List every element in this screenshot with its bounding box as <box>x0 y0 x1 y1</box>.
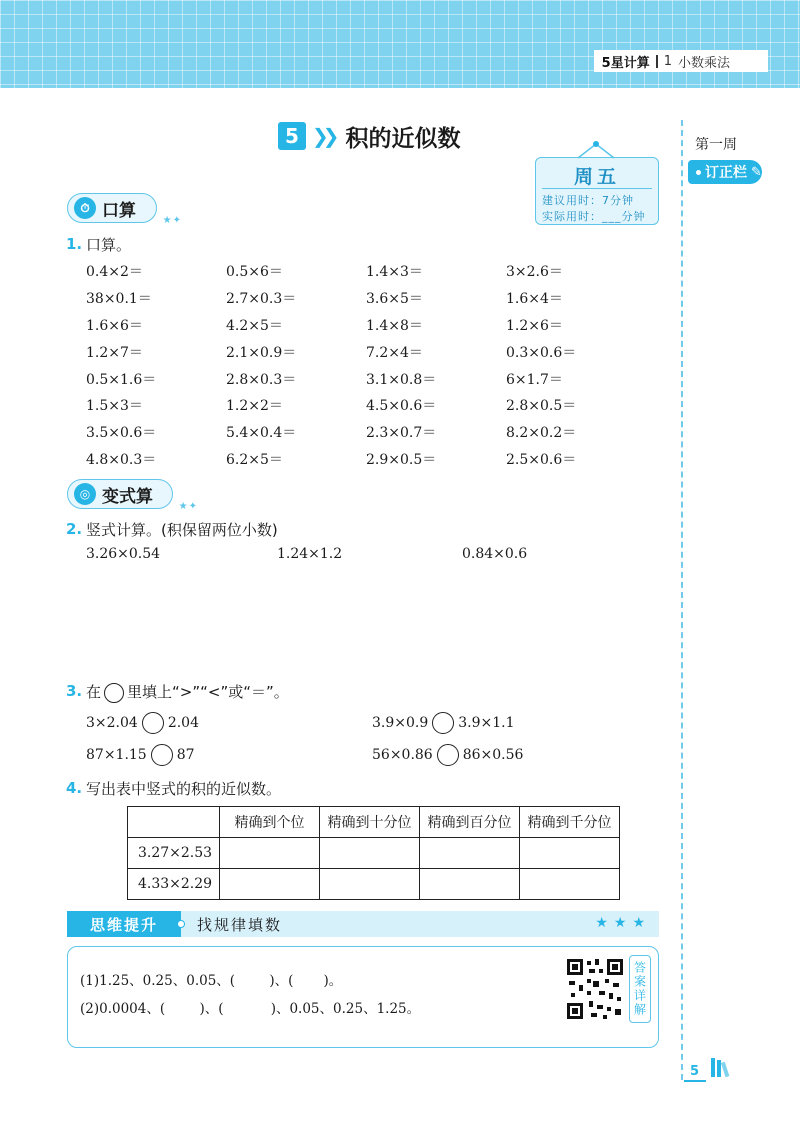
expression: 2.8×0.5＝ <box>506 398 577 415</box>
compare-right: 87 <box>176 747 195 763</box>
approx-table <box>127 806 620 900</box>
expression: 0.4×2＝ <box>86 264 143 281</box>
table-header-cell: 精确到十分位 <box>320 807 420 838</box>
expression: 1.2×7＝ <box>86 344 143 361</box>
question-number: 2. <box>66 520 83 538</box>
expression: 38×0.1＝ <box>86 291 152 308</box>
page-number: 5 <box>690 1064 700 1079</box>
compare-circle[interactable] <box>437 744 459 766</box>
expression: 3.1×0.8＝ <box>366 371 437 388</box>
table-row <box>128 869 620 900</box>
table-row <box>86 365 646 392</box>
margin-divider <box>681 120 683 1080</box>
expression: 2.3×0.7＝ <box>366 425 437 442</box>
qr-code-icon[interactable] <box>565 957 625 1021</box>
compare-circle[interactable] <box>151 744 173 766</box>
table-row <box>128 838 620 869</box>
table-header-cell: 精确到千分位 <box>520 807 620 838</box>
expression: 2.5×0.6＝ <box>506 451 577 468</box>
lesson-name: 积的近似数 <box>345 125 461 152</box>
expression: 2.1×0.9＝ <box>226 344 297 361</box>
expression: 6.2×5＝ <box>226 451 283 468</box>
compare-left: 3.9×0.9 <box>372 715 429 731</box>
lesson-number: 5 <box>278 122 306 150</box>
header-band <box>0 0 800 88</box>
table-header-cell <box>128 807 220 838</box>
section-written-pill <box>67 479 198 512</box>
instruction-after: 里填上“>”“<”或“＝”。 <box>127 683 289 701</box>
compare-circle[interactable] <box>432 712 454 734</box>
table-row <box>86 419 646 446</box>
compare-item <box>372 744 523 766</box>
expression: 1.2×6＝ <box>506 317 563 334</box>
compare-right: 86×0.56 <box>462 747 524 763</box>
question-number: 3. <box>66 682 83 700</box>
answer-cell[interactable] <box>520 838 620 869</box>
answer-cell[interactable] <box>420 838 520 869</box>
compare-item <box>372 712 515 734</box>
expression: 7.2×4＝ <box>366 344 423 361</box>
expression: 0.5×1.6＝ <box>86 371 157 388</box>
answer-cell[interactable] <box>420 869 520 900</box>
compare-right: 3.9×1.1 <box>458 715 515 731</box>
expression: 4.2×5＝ <box>226 317 283 334</box>
dot-icon <box>177 920 185 928</box>
stopwatch-icon: ⏱ <box>74 197 96 219</box>
question-text <box>86 681 289 703</box>
lesson-title <box>278 118 461 154</box>
section-label: 口算 <box>102 200 136 221</box>
answer-cell[interactable] <box>220 869 320 900</box>
table-header-cell: 精确到百分位 <box>420 807 520 838</box>
pencil-icon: ✎ <box>751 164 762 180</box>
expression: 2.7×0.3＝ <box>226 291 297 308</box>
instruction-before: 在 <box>86 683 102 701</box>
sequence-line: (1)1.25、0.25、0.05、( )、( )。 <box>80 973 343 989</box>
expression: 0.3×0.6＝ <box>506 344 577 361</box>
expression: 6×1.7＝ <box>506 371 563 388</box>
table-row <box>86 312 646 339</box>
expression: 2.8×0.3＝ <box>226 371 297 388</box>
answer-cell[interactable] <box>220 838 320 869</box>
series-title: 5星计算 <box>601 55 650 71</box>
table-row-label: 4.33×2.29 <box>128 869 220 900</box>
star-icon: ★★★ <box>595 915 651 931</box>
question-number: 1. <box>66 235 83 253</box>
expression: 4.5×0.6＝ <box>366 398 437 415</box>
vertical-calc-item: 3.26×0.54 <box>86 546 161 562</box>
table-row <box>86 392 646 419</box>
series-unit: 1 <box>663 53 672 69</box>
answer-cell[interactable] <box>520 869 620 900</box>
expression: 0.5×6＝ <box>226 264 283 281</box>
table-header-cell: 精确到个位 <box>220 807 320 838</box>
expression: 1.6×6＝ <box>86 317 143 334</box>
thinking-subtitle: 找规律填数 <box>197 916 283 934</box>
tag-edge <box>738 50 768 72</box>
sequence-line: (2)0.0004、( )、( )、0.05、0.25、1.25。 <box>80 1001 421 1017</box>
question-text: 口算。 <box>86 236 132 254</box>
question-text: 写出表中竖式的积的近似数。 <box>86 780 282 798</box>
expression: 2.9×0.5＝ <box>366 451 437 468</box>
star-icon: ★✦ <box>162 215 182 226</box>
question-text: 竖式计算。(积保留两位小数) <box>86 521 278 539</box>
expression: 1.4×3＝ <box>366 264 423 281</box>
series-topic: 小数乘法 <box>677 55 730 71</box>
day-card <box>535 157 659 225</box>
compare-left: 87×1.15 <box>86 747 147 763</box>
actual-time: 实际用时：___分钟 <box>542 210 646 223</box>
answer-cell[interactable] <box>320 869 420 900</box>
circle-icon <box>104 683 124 703</box>
vertical-calc-item: 0.84×0.6 <box>462 546 528 562</box>
table-row <box>86 285 646 312</box>
expression: 3×2.6＝ <box>506 264 563 281</box>
expression: 5.4×0.4＝ <box>226 425 297 442</box>
expression: 8.2×0.2＝ <box>506 425 577 442</box>
compare-left: 56×0.86 <box>372 747 433 763</box>
question-number: 4. <box>66 779 83 797</box>
suggest-time: 建议用时：7分钟 <box>542 194 634 207</box>
target-icon: ◎ <box>74 483 96 505</box>
answer-cell[interactable] <box>320 838 420 869</box>
week-label: 第一周 <box>695 137 737 153</box>
table-row <box>86 258 646 285</box>
table-row <box>86 338 646 365</box>
table-header-row <box>128 807 620 838</box>
thinking-tag: 思维提升 <box>67 911 181 937</box>
day-name: 周五 <box>573 166 620 188</box>
compare-left: 3×2.04 <box>86 715 138 731</box>
dot-icon <box>696 170 701 175</box>
expression: 3.6×5＝ <box>366 291 423 308</box>
series-tag <box>594 50 738 72</box>
compare-item <box>86 712 199 734</box>
compare-circle[interactable] <box>142 712 164 734</box>
expression: 1.6×4＝ <box>506 291 563 308</box>
thinking-box <box>67 946 659 1048</box>
table-row <box>86 446 646 473</box>
expression: 4.8×0.3＝ <box>86 451 157 468</box>
fix-column-label: 订正栏 <box>705 165 747 181</box>
compare-item <box>86 744 195 766</box>
books-icon <box>710 1056 738 1078</box>
chevron-icon: ❯❯ <box>312 124 334 148</box>
compare-right: 2.04 <box>167 715 199 731</box>
divider <box>542 188 652 189</box>
divider <box>684 1080 706 1082</box>
section-oral-pill <box>67 193 182 226</box>
divider <box>656 55 658 68</box>
fix-column-tag <box>688 160 762 184</box>
table-row-label: 3.27×2.53 <box>128 838 220 869</box>
section-label: 变式算 <box>102 486 153 507</box>
expression: 1.4×8＝ <box>366 317 423 334</box>
expression: 1.5×3＝ <box>86 398 143 415</box>
thinking-header <box>67 911 659 937</box>
oral-grid <box>86 258 646 472</box>
expression: 1.2×2＝ <box>226 398 283 415</box>
star-icon: ★✦ <box>178 501 198 512</box>
answer-detail-label[interactable]: 答案详解 <box>629 955 651 1023</box>
vertical-calc-item: 1.24×1.2 <box>277 546 343 562</box>
expression: 3.5×0.6＝ <box>86 425 157 442</box>
